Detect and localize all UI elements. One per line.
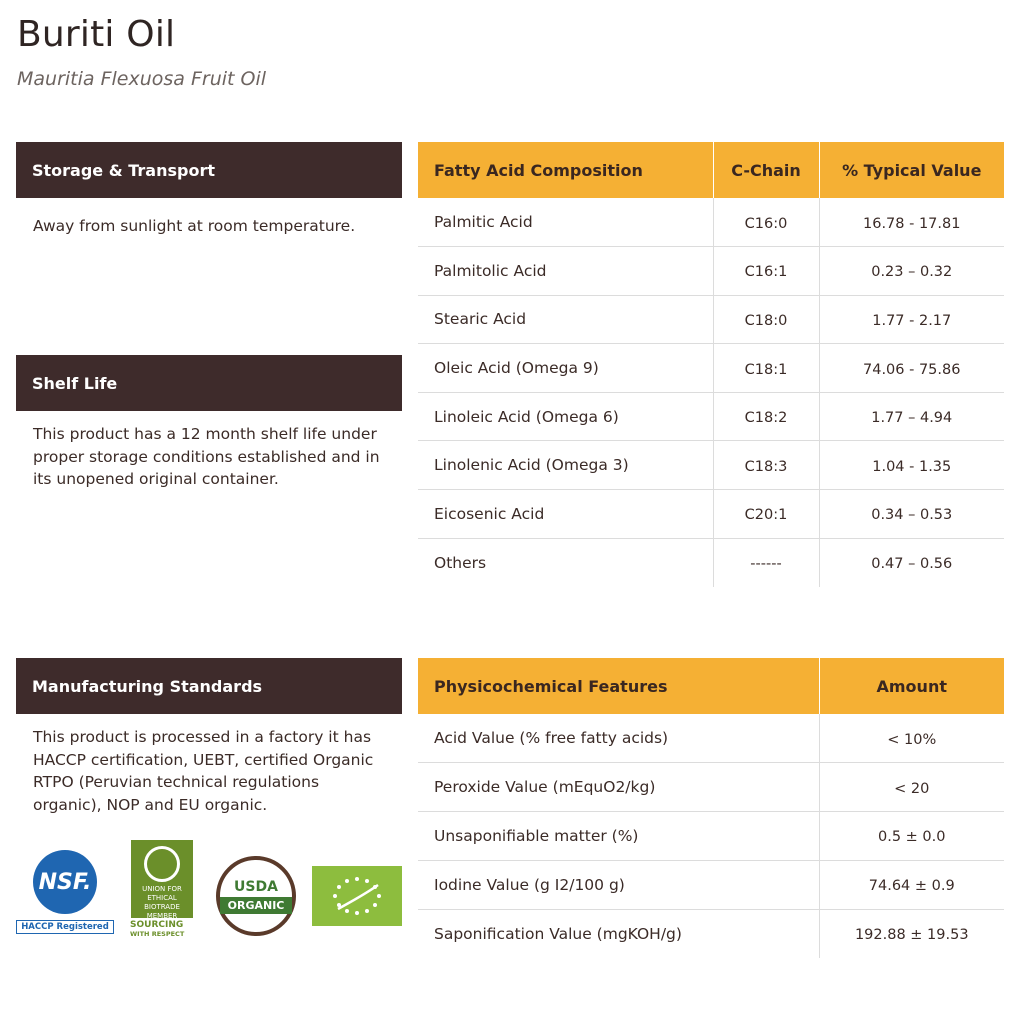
uebt-logo bbox=[130, 840, 210, 950]
uebt-line4: MEMBER bbox=[146, 912, 178, 920]
page-title: Buriti Oil bbox=[17, 14, 176, 55]
table-row bbox=[418, 392, 1004, 441]
c-chain: C16:1 bbox=[713, 247, 819, 296]
usda-line2: ORGANIC bbox=[220, 897, 292, 914]
c-chain: C20:1 bbox=[713, 490, 819, 539]
table-row bbox=[418, 538, 1004, 587]
table-header-row bbox=[418, 658, 1004, 714]
table-row bbox=[418, 909, 1004, 958]
typical-value: 0.34 – 0.53 bbox=[819, 490, 1004, 539]
fatty-acid-name: Others bbox=[434, 553, 487, 572]
uebt-line5: SOURCING bbox=[130, 920, 184, 930]
table-row bbox=[418, 860, 1004, 909]
table-row bbox=[418, 763, 1004, 812]
table-row bbox=[418, 198, 1004, 247]
feature-amount: 0.5 ± 0.0 bbox=[819, 812, 1004, 861]
feature-amount: < 10% bbox=[819, 714, 1004, 763]
certification-logos bbox=[16, 840, 406, 955]
feature-name: Peroxide Value (mEquO2/kg) bbox=[418, 763, 819, 812]
typical-value: 74.06 - 75.86 bbox=[819, 344, 1004, 393]
fatty-acid-name: Oleic Acid (Omega 9) bbox=[418, 344, 713, 393]
eu-organic-logo bbox=[312, 866, 402, 926]
typical-value: 0.23 – 0.32 bbox=[819, 247, 1004, 296]
uebt-badge bbox=[131, 840, 193, 918]
feature-name: Saponification Value (mgKOH/g) bbox=[434, 924, 682, 943]
table-row bbox=[418, 812, 1004, 861]
c-chain: C16:0 bbox=[713, 198, 819, 247]
column-header-fatty-acid: Fatty Acid Composition bbox=[418, 142, 713, 198]
typical-value: 0.47 – 0.56 bbox=[819, 538, 1004, 587]
uebt-line6: WITH RESPECT bbox=[130, 930, 185, 938]
fatty-acid-name: Palmitolic Acid bbox=[418, 247, 713, 296]
table-row bbox=[418, 247, 1004, 296]
nsf-caption: HACCP Registered bbox=[16, 920, 114, 934]
manufacturing-text: This product is processed in a factory it has HACCP certification, UEBT, certified Organic RTPO (Peruvian technical regulations organic), NOP and EU organic. bbox=[33, 728, 374, 814]
fatty-acid-table bbox=[418, 142, 1004, 587]
uebt-line1: UNION FOR bbox=[142, 885, 182, 893]
fatty-acid-name: Stearic Acid bbox=[418, 295, 713, 344]
storage-text: Away from sunlight at room temperature. bbox=[33, 217, 356, 235]
typical-value: 16.78 - 17.81 bbox=[819, 198, 1004, 247]
feature-name: Unsaponifiable matter (%) bbox=[418, 812, 819, 861]
fatty-acid-name: Eicosenic Acid bbox=[418, 490, 713, 539]
column-header-typical-value: % Typical Value bbox=[819, 142, 1004, 198]
table-row bbox=[418, 441, 1004, 490]
column-header-amount: Amount bbox=[819, 658, 1004, 714]
physicochemical-table bbox=[418, 658, 1004, 958]
column-header-feature: Physicochemical Features bbox=[418, 658, 819, 714]
c-chain: C18:0 bbox=[713, 295, 819, 344]
uebt-line2: ETHICAL bbox=[147, 894, 177, 902]
eu-organic-leaf-icon bbox=[322, 873, 392, 919]
shelf-life-text: This product has a 12 month shelf life under proper storage conditions established and in its unopened original container. bbox=[33, 425, 380, 488]
feature-name: Acid Value (% free fatty acids) bbox=[418, 714, 819, 763]
uebt-ring-icon bbox=[144, 846, 180, 882]
feature-name: Iodine Value (g I2/100 g) bbox=[418, 860, 819, 909]
storage-heading: Storage & Transport bbox=[16, 142, 402, 198]
shelf-life-heading: Shelf Life bbox=[16, 355, 402, 411]
c-chain: C18:1 bbox=[713, 344, 819, 393]
typical-value: 1.77 - 2.17 bbox=[819, 295, 1004, 344]
feature-amount: < 20 bbox=[819, 763, 1004, 812]
table-row bbox=[418, 714, 1004, 763]
fatty-acid-name: Palmitic Acid bbox=[418, 198, 713, 247]
typical-value: 1.04 - 1.35 bbox=[819, 441, 1004, 490]
fatty-acid-name: Linoleic Acid (Omega 6) bbox=[418, 392, 713, 441]
c-chain: ------ bbox=[713, 538, 819, 587]
feature-amount: 192.88 ± 19.53 bbox=[819, 909, 1004, 958]
page-subtitle: Mauritia Flexuosa Fruit Oil bbox=[17, 68, 267, 90]
c-chain: C18:3 bbox=[713, 441, 819, 490]
c-chain: C18:2 bbox=[713, 392, 819, 441]
feature-amount: 74.64 ± 0.9 bbox=[819, 860, 1004, 909]
table-row bbox=[418, 344, 1004, 393]
table-row bbox=[418, 295, 1004, 344]
typical-value: 1.77 – 4.94 bbox=[819, 392, 1004, 441]
usda-organic-logo bbox=[216, 856, 296, 936]
nsf-logo bbox=[16, 850, 114, 934]
fatty-acid-name: Linolenic Acid (Omega 3) bbox=[418, 441, 713, 490]
manufacturing-heading: Manufacturing Standards bbox=[16, 658, 402, 714]
uebt-line3: BIOTRADE bbox=[144, 903, 180, 911]
nsf-mark: NSF. bbox=[33, 850, 97, 914]
table-header-row bbox=[418, 142, 1004, 198]
usda-line1: USDA bbox=[234, 878, 278, 895]
table-row bbox=[418, 490, 1004, 539]
column-header-c-chain: C-Chain bbox=[713, 142, 819, 198]
